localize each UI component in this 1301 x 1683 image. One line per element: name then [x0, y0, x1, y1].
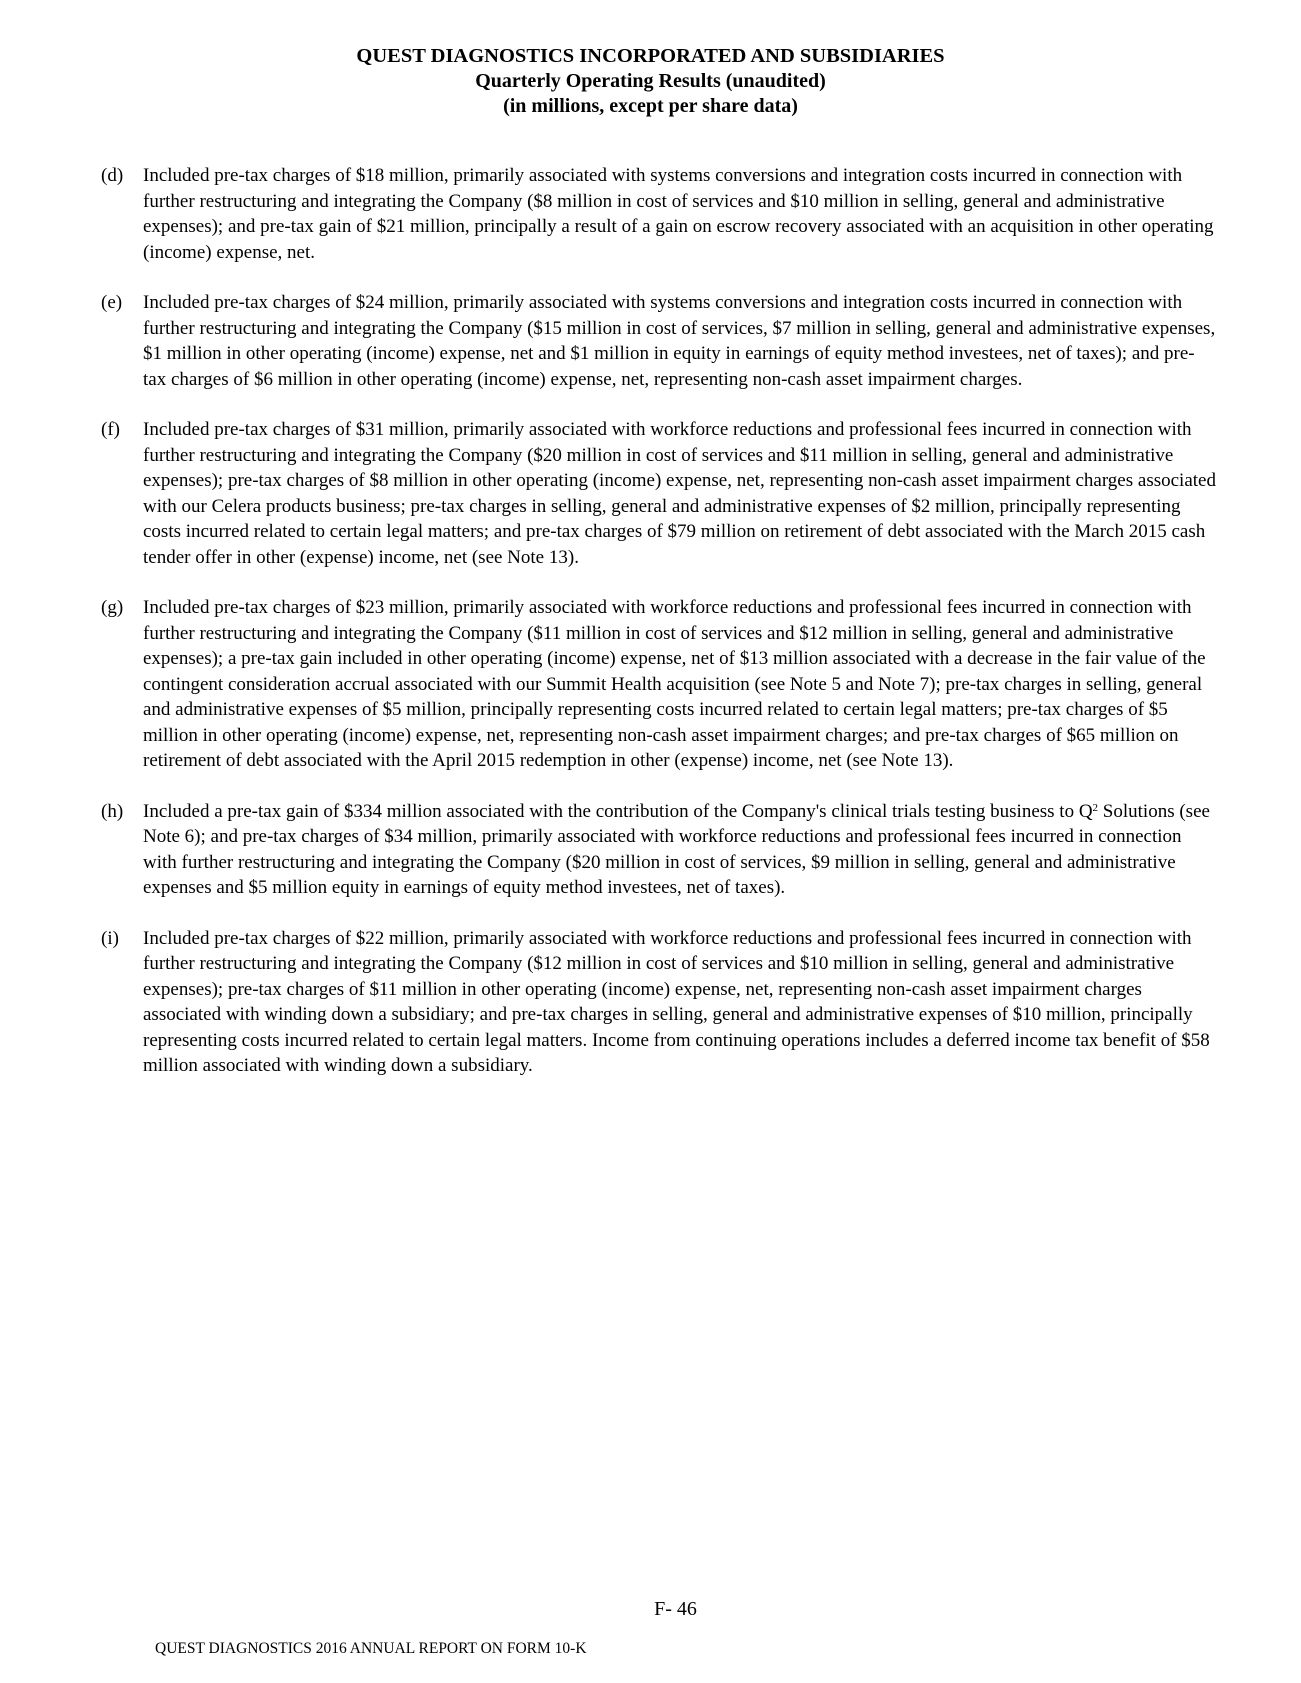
footnote-text: Included pre-tax charges of $24 million, primarily associated with systems conversions and integration costs incurred in connection with further restructuring and integrating the Company ($15 million in cost of services, $7 million in selling, general and administrative expenses, $1 million in other operating (income) expense, net and $1 million in equity in earnings of equity method investees, net of taxes); and pre-tax charges of $6 million in other operating (income) expense, net, representing non-cash asset impairment charges.: [143, 292, 1216, 390]
footnote-label: (e): [101, 292, 123, 313]
footnote-label: (h): [101, 800, 124, 822]
footnote-label: (g): [101, 597, 124, 618]
footnote-h: [101, 799, 1216, 901]
page-number: F- 46: [654, 1598, 697, 1620]
footnotes-list: [101, 163, 1216, 1104]
footnote-label: (f): [101, 419, 120, 440]
footnote-label: (d): [101, 165, 124, 186]
footnote-e: [101, 290, 1216, 392]
units-note: (in millions, except per share data): [503, 95, 798, 117]
report-subtitle: Quarterly Operating Results (unaudited): [475, 70, 826, 92]
footnote-text: [143, 799, 1216, 901]
footnote-text: Included pre-tax charges of $22 million, primarily associated with workforce reductions and professional fees incurred in connection with further restructuring and integrating the Company ($12 million in cost of services and $10 million in selling, general and administrative expenses); pre-tax charges of $11 million in other operating (income) expense, net, representing non-cash asset impairment charges associated with winding down a subsidiary; and pre-tax charges in selling, general and administrative expenses of $10 million, principally representing costs incurred related to certain legal matters. Income from continuing operations includes a deferred income tax benefit of $58 million associated with winding down a subsidiary.: [143, 927, 1210, 1076]
page-header: [0, 44, 1301, 119]
footnote-text-part: Included a pre-tax gain of $334 million associated with the contribution of the Company's clinical trials testing business to Q: [143, 800, 1093, 822]
company-name: QUEST DIAGNOSTICS INCORPORATED AND SUBSIDIARIES: [356, 45, 945, 67]
footnote-text-part: Solutions (see Note 6); and pre-tax charges of $34 million, primarily associated with workforce reductions and professional fees incurred in connection with further restructuring and integrating the Company ($20 million in cost of services, $9 million in selling, general and administrative expenses and $5 million equity in earnings of equity method investees, net of taxes).: [143, 800, 1210, 898]
footnote-text: Included pre-tax charges of $18 million, primarily associated with systems conversions and integration costs incurred in connection with further restructuring and integrating the Company ($8 million in cost of services and $10 million in selling, general and administrative expenses); and pre-tax gain of $21 million, principally a result of a gain on escrow recovery associated with an acquisition in other operating (income) expense, net.: [143, 165, 1214, 263]
footnote-text: Included pre-tax charges of $23 million, primarily associated with workforce reductions and professional fees incurred in connection with further restructuring and integrating the Company ($11 million in cost of services and $12 million in selling, general and administrative expenses); a pre-tax gain included in other operating (income) expense, net of $13 million associated with a decrease in the fair value of the contingent consideration accrual associated with our Summit Health acquisition (see Note 5 and Note 7); pre-tax charges in selling, general and administrative expenses of $5 million, principally representing costs incurred related to certain legal matters; pre-tax charges of $5 million in other operating (income) expense, net, representing non-cash asset impairment charges; and pre-tax charges of $65 million on retirement of debt associated with the April 2015 redemption in other (expense) income, net (see Note 13).: [143, 597, 1206, 771]
footnote-label: (i): [101, 927, 119, 949]
footnote-d: [101, 163, 1216, 265]
footnote-i: [101, 926, 1216, 1079]
footnote-text: Included pre-tax charges of $31 million, primarily associated with workforce reductions and professional fees incurred in connection with further restructuring and integrating the Company ($20 million in cost of services and $11 million in selling, general and administrative expenses); pre-tax charges of $8 million in other operating (income) expense, net, representing non-cash asset impairment charges associated with our Celera products business; pre-tax charges in selling, general and administrative expenses of $2 million, principally representing costs incurred related to certain legal matters; and pre-tax charges of $79 million on retirement of debt associated with the March 2015 cash tender offer in other (expense) income, net (see Note 13).: [143, 419, 1216, 568]
report-footer: QUEST DIAGNOSTICS 2016 ANNUAL REPORT ON FORM 10-K: [155, 1640, 587, 1657]
footnote-f: [101, 417, 1216, 570]
superscript: 2: [1092, 801, 1099, 814]
footnote-g: [101, 595, 1216, 774]
